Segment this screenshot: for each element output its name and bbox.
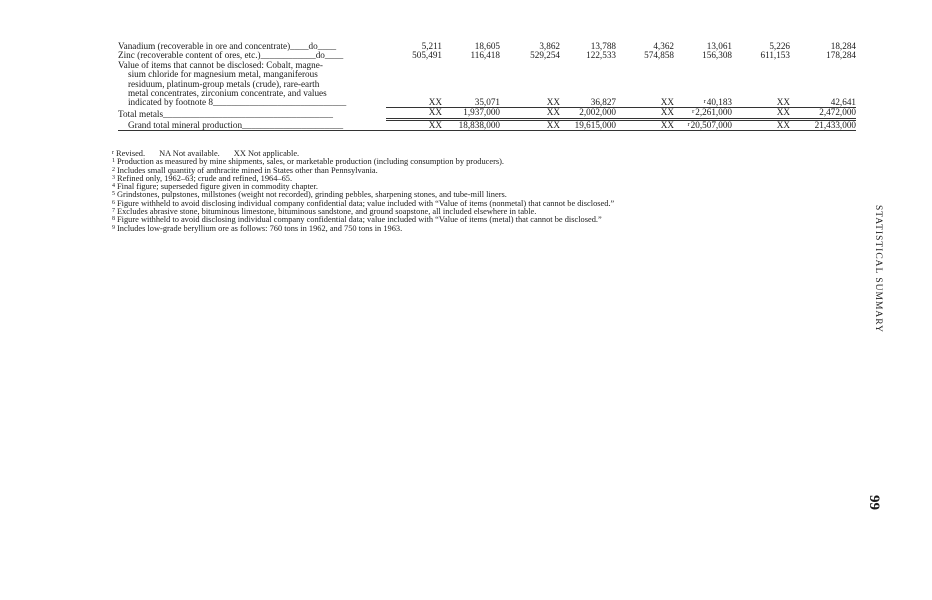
revised-mark: r bbox=[687, 120, 690, 128]
table-cell: 21,433,000 bbox=[790, 119, 856, 130]
table-cell: 116,418 bbox=[470, 50, 500, 61]
table-cell: XX bbox=[386, 119, 442, 130]
revised-mark: r bbox=[692, 108, 695, 116]
table-cell: 4,362 bbox=[653, 41, 674, 51]
row-label-line: sium chloride for magnesium metal, manganiferous bbox=[128, 69, 318, 80]
footnote-text: Production as measured by mine shipments, sales, or marketable production (including consumption by producers). bbox=[117, 157, 505, 167]
footnote-mark: r bbox=[112, 150, 114, 156]
table-cell bbox=[674, 108, 732, 119]
table-cell bbox=[674, 61, 732, 108]
table-cell: 5,226 bbox=[769, 41, 790, 51]
table-row bbox=[118, 61, 856, 108]
footnote-mark: 4 bbox=[112, 183, 115, 190]
footnote-text: Includes small quantity of anthracite mined in States other than Pennsylvania. bbox=[117, 165, 378, 175]
footnote-mark: 2 bbox=[112, 166, 115, 173]
footnote-mark: 3 bbox=[112, 174, 115, 181]
legend-not-applicable: XX Not applicable. bbox=[233, 149, 300, 158]
table-cell: XX bbox=[732, 108, 790, 119]
table-row-total-metals bbox=[118, 108, 856, 119]
table-cell: 5,211 bbox=[421, 41, 442, 51]
row-label-line: metal concentrates, zirconium concentrate, and values bbox=[128, 88, 327, 99]
footnote-mark: 5 bbox=[112, 191, 115, 198]
table-cell: 122,533 bbox=[586, 50, 616, 61]
table-cell: XX bbox=[732, 119, 790, 130]
statistics-table bbox=[118, 42, 856, 131]
footnote-mark: 7 bbox=[112, 208, 115, 215]
table-cell: XX bbox=[500, 108, 560, 119]
cell-value: 40,183 bbox=[706, 96, 732, 107]
table-cell: 13,061 bbox=[706, 41, 732, 51]
footnote-text: Final figure; superseded figure given in commodity chapter. bbox=[117, 182, 318, 192]
table-cell: 178,284 bbox=[826, 50, 856, 61]
table-cell: 13,788 bbox=[590, 41, 616, 51]
footnote-text: Includes low-grade beryllium ore as follows: 760 tons in 1962, and 750 tons in 1963. bbox=[117, 223, 403, 233]
table-cell: 18,838,000 bbox=[442, 119, 500, 130]
table-cell: XX bbox=[428, 96, 442, 107]
footnote-text: Refined only, 1962–63; crude and refined, 1964–65. bbox=[117, 173, 293, 183]
table-cell: 35,071 bbox=[474, 96, 500, 107]
legend-revised: Revised. bbox=[116, 149, 146, 158]
revised-mark: r bbox=[703, 97, 706, 105]
footnote-text: Excludes abrasive stone, bituminous limestone, bituminous sandstone, and ground soapstone, all included elsewhere in table. bbox=[117, 207, 537, 217]
legend-not-available: NA Not available. bbox=[159, 149, 220, 158]
row-label-line: indicated by footnote 8_____________________________ bbox=[128, 97, 347, 108]
footnote-mark: 1 bbox=[112, 158, 115, 165]
table-cell: XX bbox=[616, 108, 674, 119]
table-cell: XX bbox=[616, 119, 674, 130]
table-cell: 156,308 bbox=[702, 50, 732, 61]
running-head bbox=[871, 205, 885, 335]
row-label: Vanadium (recoverable in ore and concentrate)____do____ bbox=[118, 41, 337, 51]
table-cell: 18,284 bbox=[830, 41, 856, 51]
row-label: Zinc (recoverable content of ores, etc.)____________do____ bbox=[118, 50, 344, 61]
footnote-mark: 6 bbox=[112, 199, 115, 206]
table-cell: 1,937,000 bbox=[442, 108, 500, 119]
row-label-line: Value of items that cannot be disclosed: Cobalt, magne- bbox=[118, 59, 323, 70]
table-row-grand-total bbox=[118, 119, 856, 130]
table-cell: 529,254 bbox=[530, 50, 560, 61]
footnotes bbox=[112, 150, 812, 233]
table-cell: XX bbox=[660, 96, 674, 107]
table-cell: 574,858 bbox=[644, 50, 674, 61]
footnote bbox=[112, 225, 812, 233]
table-cell: XX bbox=[500, 119, 560, 130]
table-cell: 42,641 bbox=[830, 96, 856, 107]
row-label: Grand total mineral production______________________ bbox=[118, 119, 386, 130]
table-cell: 505,491 bbox=[412, 50, 442, 61]
footnote-mark: 8 bbox=[112, 216, 115, 223]
cell-value: 2,261,000 bbox=[695, 107, 732, 118]
table-cell: 611,153 bbox=[760, 50, 790, 61]
table-cell: XX bbox=[776, 96, 790, 107]
footnote-mark: 9 bbox=[112, 224, 115, 231]
footnote-text: Grindstones, pulpstones, millstones (weight not recorded), grinding pebbles, sharpening stones, and tube-mill liners. bbox=[117, 190, 507, 200]
cell-value: 20,507,000 bbox=[690, 119, 732, 130]
row-label: Total metals_____________________________________ bbox=[118, 108, 333, 119]
page-number-text: 99 bbox=[866, 495, 882, 510]
row-label bbox=[118, 61, 386, 108]
table-cell: 3,862 bbox=[539, 41, 560, 51]
table-cell: XX bbox=[546, 96, 560, 107]
table-cell: 2,472,000 bbox=[790, 108, 856, 119]
table-cell: 19,615,000 bbox=[560, 119, 616, 130]
table-cell: XX bbox=[386, 108, 442, 119]
footnote-text: Figure withheld to avoid disclosing individual company confidential data; value included with “Value of items (metal) that cannot be disclosed.” bbox=[117, 215, 602, 225]
table-cell: 36,827 bbox=[590, 96, 616, 107]
table-cell: 18,605 bbox=[474, 41, 500, 51]
row-label-line: residuum, platinum-group metals (crude), rare-earth bbox=[128, 78, 320, 89]
running-head-text: STATISTICAL SUMMARY bbox=[873, 205, 883, 333]
footnote-text: Figure withheld to avoid disclosing individual company confidential data; value included with “Value of items (nonmetal) that cannot be disclosed.” bbox=[117, 198, 615, 208]
page-number bbox=[866, 494, 881, 511]
table-cell bbox=[674, 119, 732, 130]
table-cell: 2,002,000 bbox=[560, 108, 616, 119]
